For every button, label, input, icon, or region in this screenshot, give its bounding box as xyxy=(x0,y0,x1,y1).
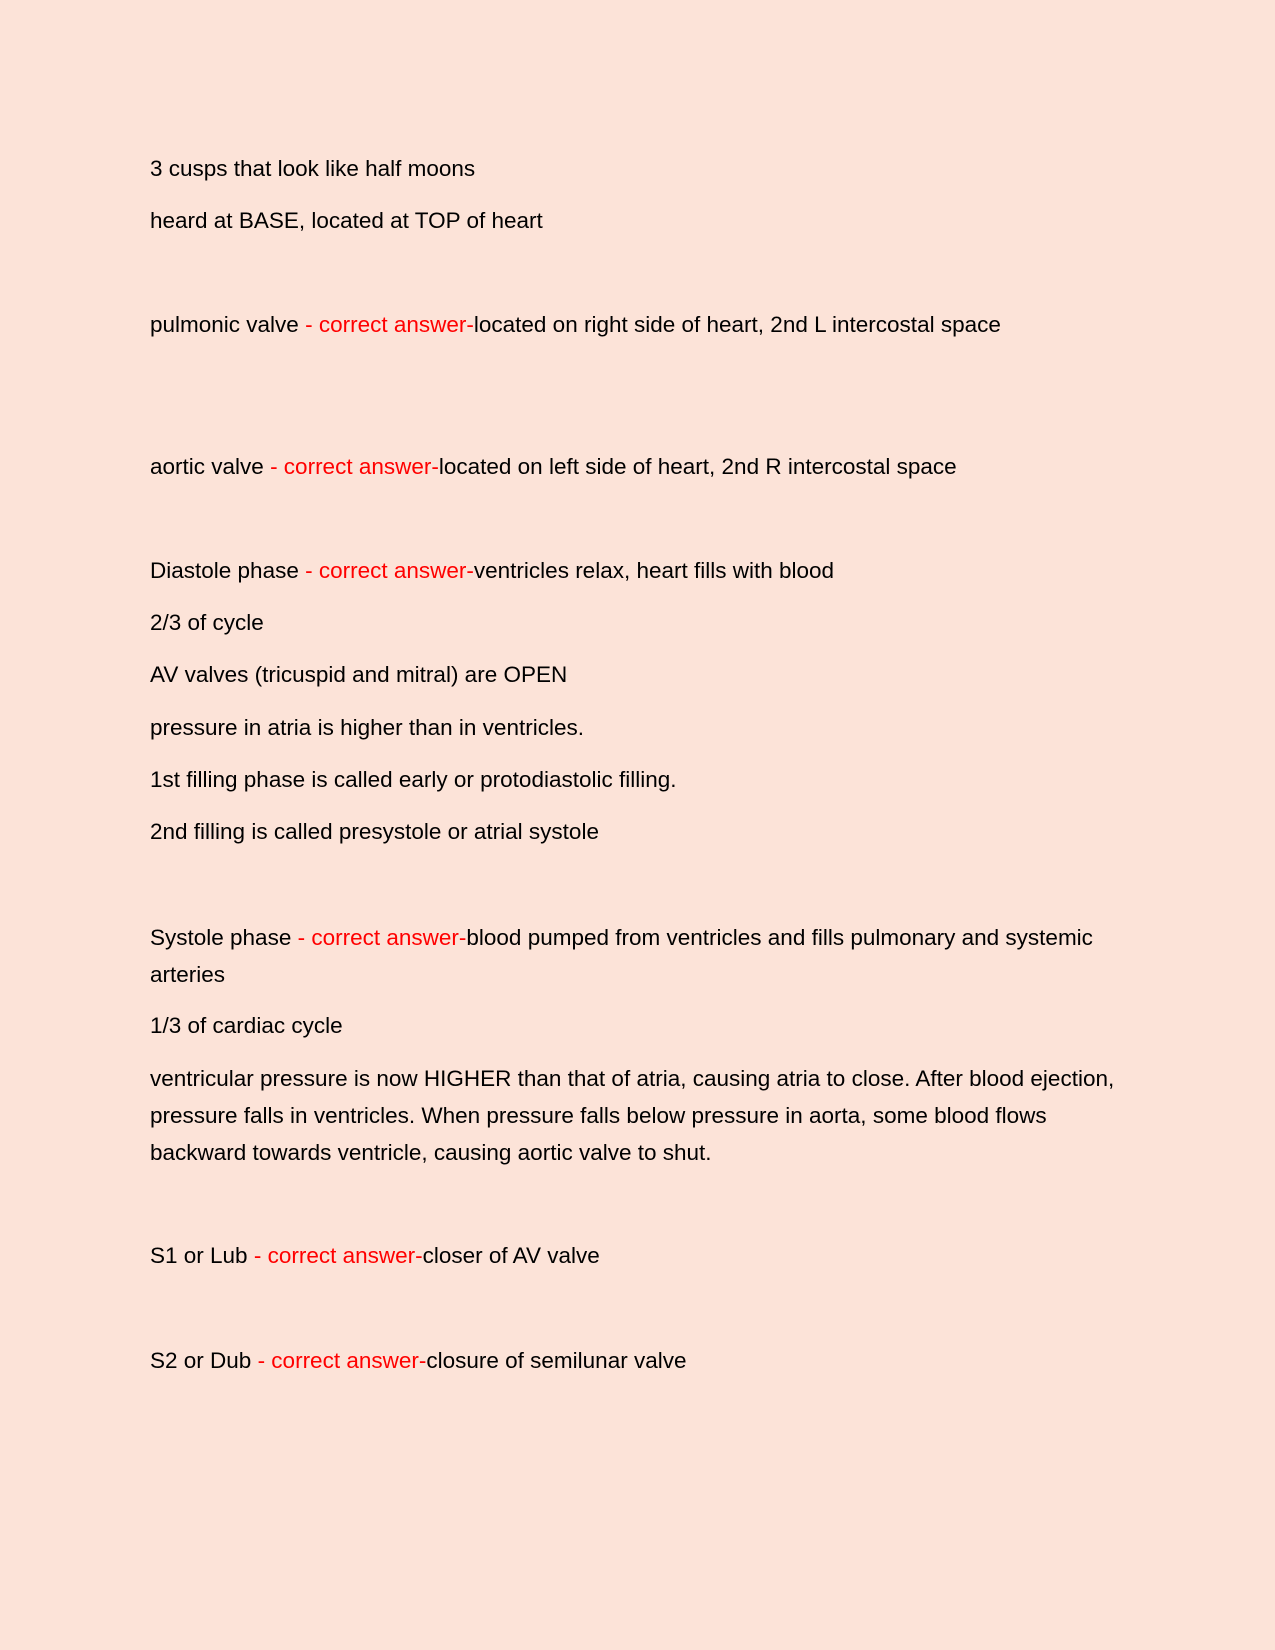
note: pressure in atria is higher than in ventricles. xyxy=(150,715,584,740)
answer-marker: - correct answer- xyxy=(305,312,474,337)
term: Diastole phase xyxy=(150,558,306,583)
term: S1 or Lub xyxy=(150,1243,254,1268)
flashcard-pulmonic-valve xyxy=(150,306,1125,343)
note: ventricular pressure is now HIGHER than that of atria, causing atria to close. After blood ejection, pressure falls in ventricles. When pressure falls below pressure in aorta, some blood flows backward towards ventricle, causing aortic valve to shut. xyxy=(150,1066,1115,1165)
answer-marker: - correct answer- xyxy=(253,1243,423,1268)
note: 1/3 of cardiac cycle xyxy=(150,1013,343,1038)
answer: located on right side of heart, 2nd L intercostal space xyxy=(473,312,1001,337)
answer: located on left side of heart, 2nd R intercostal space xyxy=(438,454,957,479)
answer-marker: - correct answer- xyxy=(297,925,467,950)
intro-line: 3 cusps that look like half moons xyxy=(150,156,476,181)
answer-marker: - correct answer- xyxy=(305,558,474,583)
answer: closure of semilunar valve xyxy=(426,1348,687,1373)
term: S2 or Dub xyxy=(150,1348,258,1373)
term: aortic valve xyxy=(150,454,271,479)
flashcard-s2 xyxy=(150,1342,1125,1379)
note: 1st filling phase is called early or protodiastolic filling. xyxy=(150,767,677,792)
flashcard-s1 xyxy=(150,1237,1125,1274)
term: Systole phase xyxy=(150,925,298,950)
answer: closer of AV valve xyxy=(422,1243,600,1268)
flashcard-aortic-valve xyxy=(150,448,1125,485)
note: 2/3 of cycle xyxy=(150,610,264,635)
answer-marker: - correct answer- xyxy=(270,454,439,479)
flashcard-diastole xyxy=(150,552,1125,589)
flashcard-systole xyxy=(150,919,1125,993)
intro-line: heard at BASE, located at TOP of heart xyxy=(150,208,543,233)
term: pulmonic valve xyxy=(150,312,306,337)
answer: ventricles relax, heart fills with blood xyxy=(473,558,835,583)
answer: blood pumped from ventricles and fills pulmonary and systemic arteries xyxy=(150,925,1093,987)
note: AV valves (tricuspid and mitral) are OPEN xyxy=(150,662,568,687)
note: 2nd filling is called presystole or atrial systole xyxy=(150,819,599,844)
answer-marker: - correct answer- xyxy=(257,1348,427,1373)
